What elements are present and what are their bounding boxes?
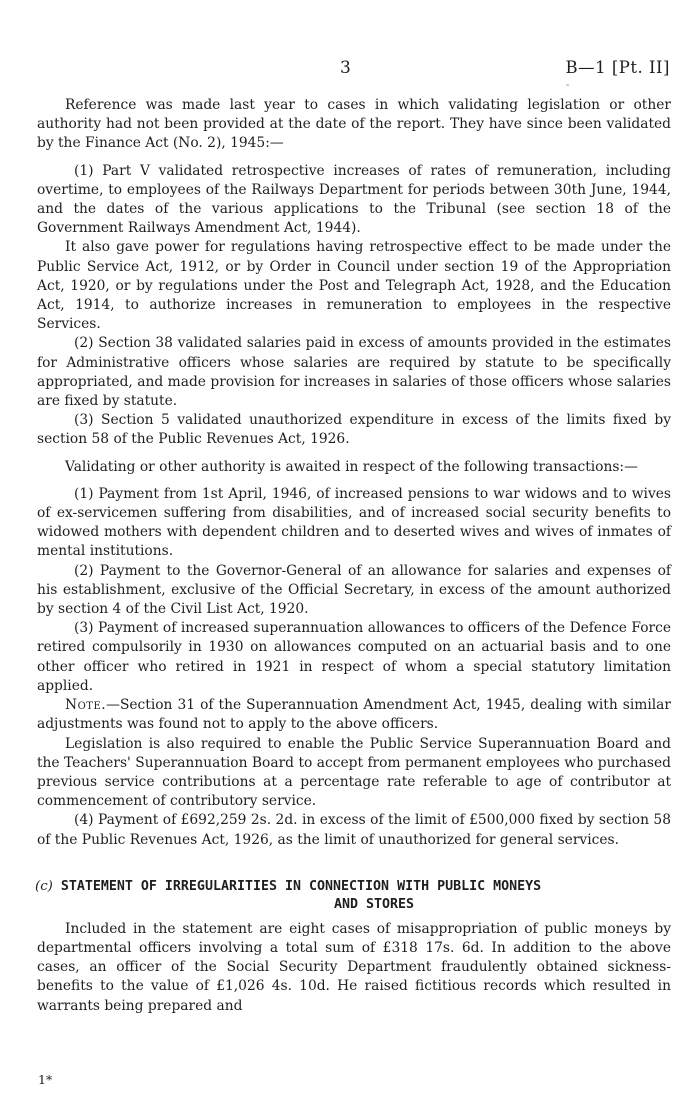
section-c-heading [37, 878, 671, 914]
section-c-marker: (c) [35, 878, 53, 894]
paragraph-intro: Reference was made last year to cases in which validating legislation or other authority had not been provided at the date of the report. They have since been validated by the Finance Act (No. 2), 1945:— [37, 97, 671, 152]
paragraph-awaited-item-4: (4) Payment of £692,259 2s. 2d. in excess of the limit of £500,000 fixed by section 58 of the Public Revenues Act, 1926, as the limit of unauthorized for general services. [37, 812, 671, 848]
paragraph-item-2: (2) Section 38 validated salaries paid in excess of amounts provided in the estimates for Administrative officers whose salaries are required by statute to be specifically appropriated, and made provision for increases in salaries of those officers whose salaries are fixed by statute. [37, 335, 671, 410]
paragraph-awaited-item-3: (3) Payment of increased superannuation allowances to officers of the Defence Force retired compulsorily in 1930 on allowances computed on an actuarial basis and to one other officer who retired in 1921 in respect of whom a special statutory limitation applied. [37, 620, 671, 694]
paragraph-retrospective-power: It also gave power for regulations having retrospective effect to be made under the Public Service Act, 1912, or by Order in Council under section 19 of the Appropriation Act, 1920, or by regulations under the Post and Telegraph Act, 1928, and the Education Act, 1914, to authorize increases in remuneration to employees in the respective Services. [37, 239, 671, 333]
paragraph-legislation: Legislation is also required to enable the Public Service Superannuation Board and the Teachers' Superannuation Board to accept from permanent employees who purchased previous service contributions at a percentage rate referable to age of contributor at commencement of contributory service. [37, 735, 671, 810]
paragraph-note [37, 696, 671, 734]
paragraph-awaited-item-2: (2) Payment to the Governor-General of an allowance for salaries and expenses of his establishment, exclusive of the Official Secretary, in excess of the amount authorized by section 4 of the Civil List Act, 1920. [37, 562, 671, 618]
section-c-heading-text-1: STATEMENT OF IRREGULARITIES IN CONNECTION WITH PUBLIC MONEYS [60, 878, 542, 894]
note-label: Note. [65, 697, 107, 714]
paragraph-item-3: (3) Section 5 validated unauthorized expenditure in excess of the limits fixed by section 58 of the Public Revenues Act, 1926. [37, 412, 671, 448]
page-signature: 1* [38, 1072, 53, 1087]
section-reference: B—1 [Pt. II] [565, 58, 670, 77]
note-text: —Section 31 of the Superannuation Amendment Act, 1945, dealing with similar adjustments was found not to apply to the above officers. [37, 697, 671, 733]
paragraph-awaited-item-1: (1) Payment from 1st April, 1946, of increased pensions to war widows and to wives of ex-servicemen suffering from disabilities, and of increased social security benefits to widowed mothers with dependent children and to deserted wives and wives of inmates of mental institutions. [37, 485, 671, 560]
page-number: 3 [340, 58, 351, 78]
margin-tick: - [566, 80, 570, 91]
document-body [37, 96, 671, 1016]
paragraph-item-1: (1) Part V validated retrospective increases of rates of remuneration, including overtime, to employees of the Railways Department for periods between 30th June, 1944, and the dates of the various applications to the Tribunal (see section 18 of the Government Railways Amendment Act, 1944). [37, 162, 671, 237]
page-header [0, 58, 700, 91]
section-c-heading-line-1 [37, 878, 671, 896]
paragraph-awaited: Validating or other authority is awaited in respect of the following transactions:— [65, 458, 638, 475]
section-c-heading-line-2: AND STORES [333, 896, 415, 912]
paragraph-section-c: Included in the statement are eight cases of misappropriation of public moneys by departmental officers involving a total sum of £318 17s. 6d. In addition to the above cases, an officer of the Social Security Department fraudulently obtained sickness-benefits to the value of £1,026 4s. 10d. He raised fictitious records which resulted in warrants being prepared and [37, 920, 671, 1014]
